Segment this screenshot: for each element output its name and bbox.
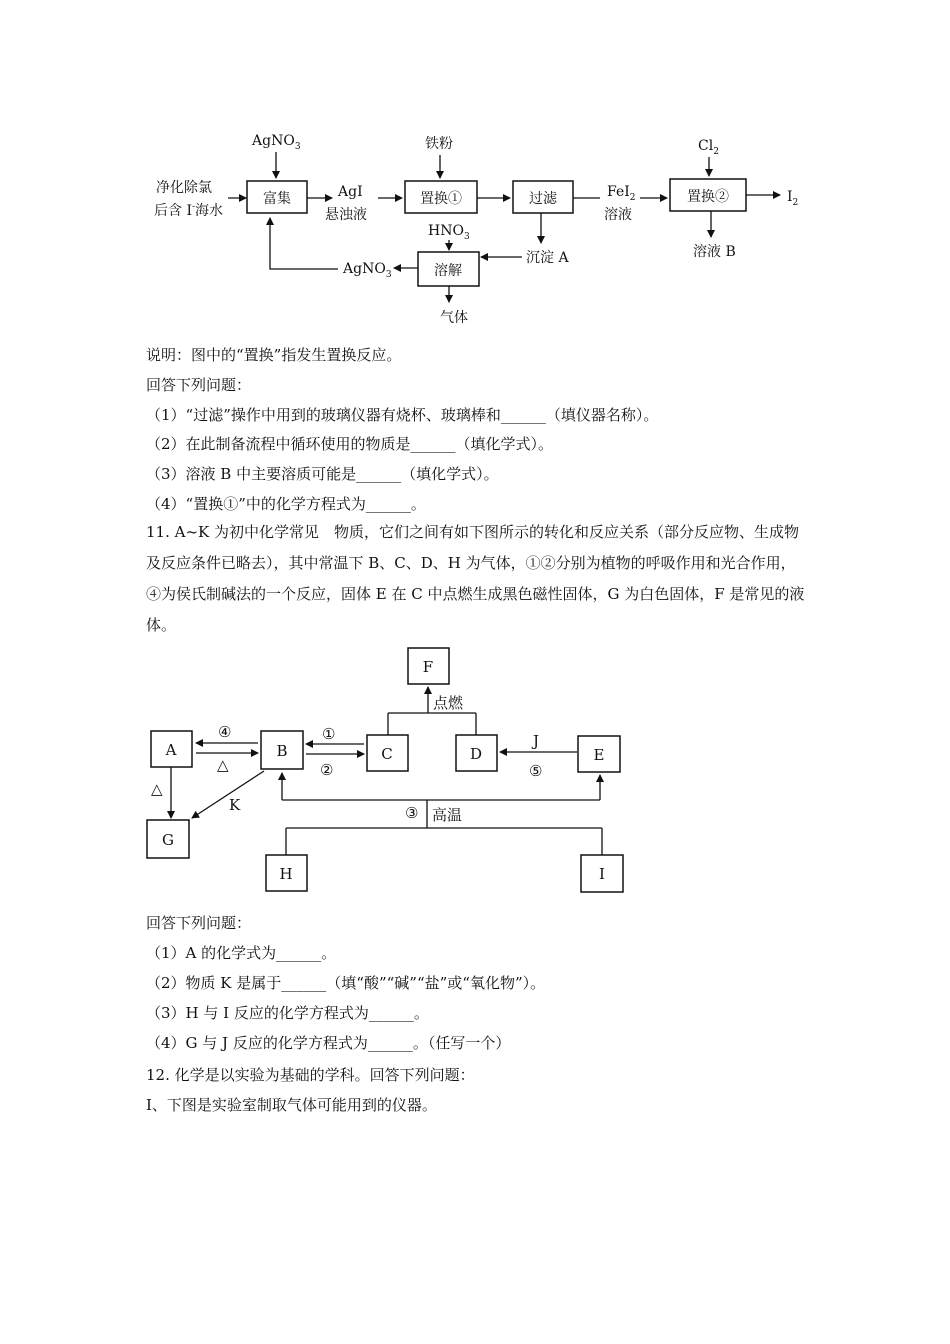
heat-ab-label: △: [217, 756, 229, 774]
box-a-label: A: [165, 741, 177, 759]
source-text-line2: 后含 I-海水: [154, 202, 224, 219]
iodine-process-flowchart: [0, 0, 950, 330]
iron-powder-label: 铁粉: [425, 136, 453, 152]
q10-item-1: （1）“过滤”操作中用到的玻璃仪器有烧杯、玻璃棒和______（填仪器名称）。: [146, 406, 659, 424]
q11-item-3: （3）H 与 I 反应的化学方程式为______。: [146, 1004, 429, 1022]
q11-item-2: （2）物质 K 是属于______（填“酸”“碱”“盐”或“氧化物”）。: [146, 974, 546, 992]
reaction-2-label: ②: [320, 761, 334, 779]
q10-intro: 回答下列问题：: [146, 376, 252, 394]
box-e-label: E: [593, 746, 605, 764]
box-g-label: G: [162, 831, 174, 849]
reaction-4-label: ④: [218, 723, 232, 741]
box-enrich-label: 富集: [263, 191, 291, 207]
high-temp-label: 高温: [432, 806, 463, 824]
q10-item-3: （3）溶液 B 中主要溶质可能是______（填化学式）。: [146, 465, 499, 483]
q11-intro: 回答下列问题：: [146, 914, 252, 932]
q10-item-2: （2）在此制备流程中循环使用的物质是______（填化学式）。: [146, 435, 554, 453]
substance-relation-diagram: [0, 640, 950, 900]
q11-item-1: （1）A 的化学式为______。: [146, 944, 337, 962]
hno3-label: $HNO_3$: [428, 223, 470, 242]
heat-ag-label: △: [151, 780, 163, 798]
box-f-label: F: [422, 658, 434, 676]
agi-label: AgI: [338, 184, 363, 200]
fei2-solution-label: 溶液: [604, 207, 632, 223]
precipitate-a-label: 沉淀 A: [526, 250, 569, 266]
reaction-1-label: ①: [322, 725, 336, 743]
box-d-label: D: [469, 745, 483, 763]
box-b-label: B: [276, 742, 288, 760]
q10-item-4: （4）“置换①”中的化学方程式为______。: [146, 495, 426, 513]
box-i-label: I: [599, 865, 605, 883]
reaction-5-label: ⑤: [529, 762, 543, 780]
q10-note: 说明：图中的“置换”指发生置换反应。: [146, 346, 402, 364]
box-filter-label: 过滤: [529, 191, 557, 207]
q12-sub1: I、下图是实验室制取气体可能用到的仪器。: [146, 1096, 437, 1114]
solution-b-label: 溶液 B: [693, 244, 736, 260]
q11-stem: 11. A~K 为初中化学常见 物质，它们之间有如下图所示的转化和反应关系（部分反应物、生成物及反应条件已略去），其中常温下 B、C、D、H 为气体，①②分别为植物的呼吸作用和光合作用，④为侯氏制碱法的一个反应，固体 E 在 C 中点燃生成黑色磁性固体，G 为白色固体，F 是常见的液体。: [146, 523, 805, 634]
j-label: J: [533, 732, 540, 750]
q12-stem: 12. 化学是以实验为基础的学科。回答下列问题：: [146, 1066, 475, 1084]
agi-sub-label: 悬浊液: [325, 207, 367, 223]
cl2-label: $Cl_2$: [698, 138, 719, 157]
box-dissolve-label: 溶解: [434, 263, 462, 279]
box-c-label: C: [381, 745, 393, 763]
agno3-top-label: AgNO$_3$: [252, 133, 301, 152]
k-label: K: [229, 796, 241, 814]
source-text-line1: 净化除氯: [156, 180, 212, 196]
box-replace-2-label: 置换②: [687, 189, 729, 205]
reaction-3-label: ③: [405, 804, 419, 822]
box-replace-1-label: 置换①: [420, 191, 462, 207]
i2-label: $I_2$: [787, 189, 799, 208]
ignite-label: 点燃: [433, 694, 464, 712]
agno3-bottom-label: AgNO$_3$: [343, 261, 392, 280]
fei2-label: FeI$_2$: [607, 184, 636, 203]
q11-item-4: （4）G 与 J 反应的化学方程式为______。（任写一个）: [146, 1034, 511, 1052]
gas-label: 气体: [440, 310, 468, 326]
box-h-label: H: [279, 865, 293, 883]
